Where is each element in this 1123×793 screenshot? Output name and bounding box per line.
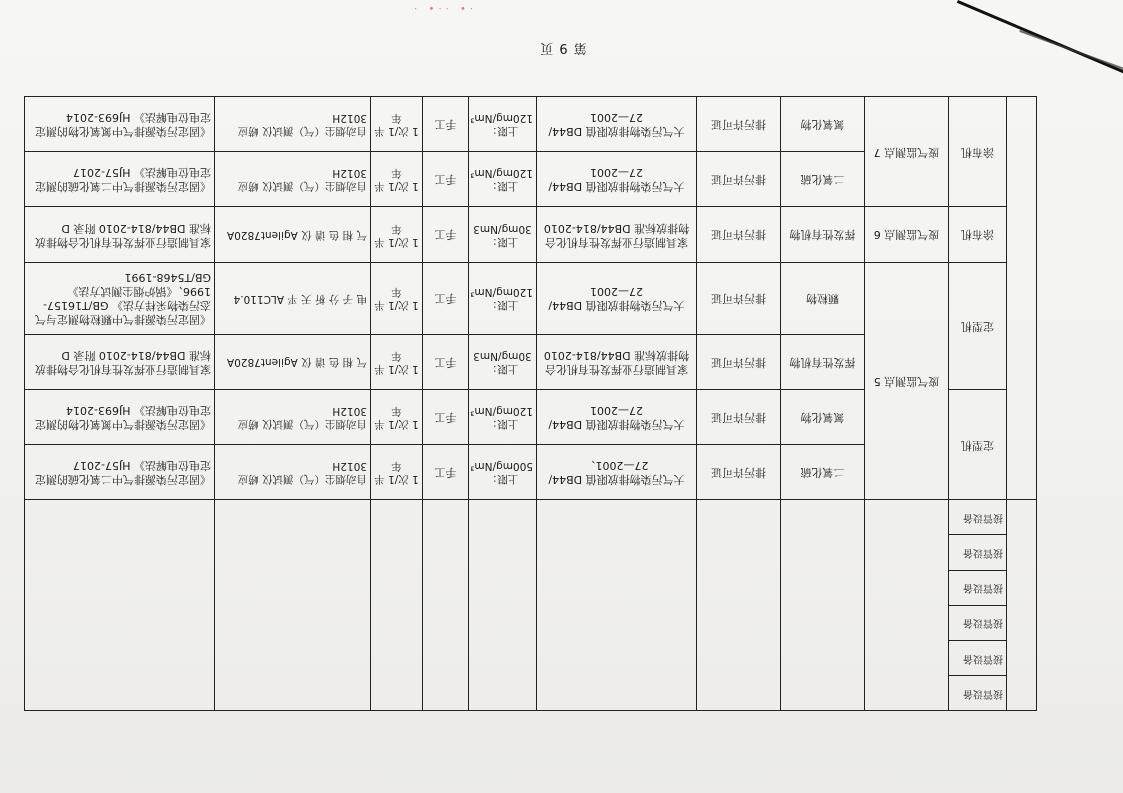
equipment-cell: 定型机	[949, 390, 1007, 500]
analysis-method-cell: 《固定污染源排气中氮氧化物的测定 定电位电解法》 HJ693-2014	[25, 97, 215, 152]
frequency-cell: 1 次/1 半年	[371, 262, 423, 334]
limit-cell: 上限：500mg/Nm³	[469, 445, 537, 500]
table-row	[25, 675, 1037, 710]
pollutant-cell: 挥发性有机物	[781, 207, 865, 262]
method-cell: 手工	[423, 390, 469, 445]
basis-cell: 排污许可证	[697, 97, 781, 152]
method-cell: 手工	[423, 262, 469, 334]
limit-cell: 上限：120mg/Nm³	[469, 390, 537, 445]
equipment-cell: 定型机	[949, 262, 1007, 389]
method-cell: 手工	[423, 207, 469, 262]
pollutant-cell: 氮氧化物	[781, 97, 865, 152]
analysis-method-cell: 《固定污染源排气中二氧化硫的测定 定电位电解法》 HJ57-2017	[25, 445, 215, 500]
blank-label-cell: 接管设备	[949, 570, 1007, 605]
standard-cell: 大气污染物排放限值 DB44/ 27—2001	[537, 152, 697, 207]
instrument-cell: 气 相 色 谱 仪 Agilent7820A	[215, 207, 371, 262]
frequency-cell: 1 次/1 半年	[371, 390, 423, 445]
basis-cell: 排污许可证	[697, 262, 781, 334]
limit-cell: 上限：30mg/Nm3	[469, 334, 537, 389]
frequency-cell: 1 次/1 半年	[371, 152, 423, 207]
pollutant-cell: 氮氧化物	[781, 390, 865, 445]
method-cell: 手工	[423, 445, 469, 500]
instrument-cell: 气 相 色 谱 仪 Agilent7820A	[215, 334, 371, 389]
pollutant-cell: 颗粒物	[781, 262, 865, 334]
blank-cell	[697, 500, 781, 711]
limit-cell: 上限：120mg/Nm³	[469, 97, 537, 152]
method-cell: 手工	[423, 334, 469, 389]
pollutant-cell: 二氧化硫	[781, 152, 865, 207]
limit-cell: 上限：30mg/Nm3	[469, 207, 537, 262]
table-row	[25, 152, 1037, 207]
basis-cell: 排污许可证	[697, 152, 781, 207]
method-cell: 手工	[423, 152, 469, 207]
blank-cell	[537, 500, 697, 711]
basis-cell: 排污许可证	[697, 445, 781, 500]
blank-label-cell: 接管设备	[949, 500, 1007, 535]
blank-cell	[215, 500, 371, 711]
monitoring-point-cell: 废气监测点 5	[865, 262, 949, 500]
standard-cell: 大气污染物排放限值 DB44/ 27—2001	[537, 390, 697, 445]
standard-cell: 大气污染物排放限值 DB44/ 27—2001	[537, 262, 697, 334]
frequency-cell: 1 次/1 半年	[371, 334, 423, 389]
pollutant-cell: 二氧化硫	[781, 445, 865, 500]
monitoring-table	[24, 96, 1037, 711]
monitoring-point-cell: 废气监测点 6	[865, 207, 949, 262]
standard-cell: 家具制造行业挥发性有机化合物排放标准 DB44/814-2010	[537, 334, 697, 389]
blank-cell	[781, 500, 865, 711]
basis-cell: 排污许可证	[697, 390, 781, 445]
instrument-cell: 自动烟尘（气）测试仪 崂应 3012H	[215, 152, 371, 207]
frequency-cell: 1 次/1 半年	[371, 207, 423, 262]
analysis-method-cell: 《固定污染源排气中二氧化硫的测定 定电位电解法》 HJ57-2017	[25, 152, 215, 207]
equipment-cell: 涂布机	[949, 97, 1007, 207]
blank-label-cell: 接管设备	[949, 640, 1007, 675]
frequency-cell: 1 次/1 半年	[371, 445, 423, 500]
frequency-cell: 1 次/1 半年	[371, 97, 423, 152]
blank-cell	[1007, 97, 1037, 500]
instrument-cell: 自动烟尘（气）测试仪 崂应 3012H	[215, 390, 371, 445]
analysis-method-cell: 家具制造行业挥发性有机化合物排放标准 DB44/814-2010 附录 D	[25, 207, 215, 262]
limit-cell: 上限：120mg/Nm³	[469, 152, 537, 207]
blank-cell	[25, 500, 215, 711]
blank-label-cell: 接管设备	[949, 605, 1007, 640]
blank-label-cell: 接管设备	[949, 535, 1007, 570]
basis-cell: 排污许可证	[697, 334, 781, 389]
table-row	[25, 207, 1037, 262]
standard-cell: 家具制造行业挥发性有机化合物排放标准 DB44/814-2010	[537, 207, 697, 262]
blank-cell	[1007, 500, 1037, 711]
blank-cell	[865, 500, 949, 711]
instrument-cell: 自动烟尘（气）测试仪 崂应 3012H	[215, 97, 371, 152]
standard-cell: 大气污染物排放限值 DB44/ 27—2001	[537, 97, 697, 152]
blank-cell	[371, 500, 423, 711]
analysis-method-cell: 《固定污染源排气中颗粒物测定与气态污染物采样方法》 GB/T16157-1996、《锅炉烟尘测试方法》GB/T5468-1991	[25, 262, 215, 334]
limit-cell: 上限：120mg/Nm³	[469, 262, 537, 334]
equipment-cell: 涂布机	[949, 207, 1007, 262]
table-row	[25, 445, 1037, 500]
basis-cell: 排污许可证	[697, 207, 781, 262]
analysis-method-cell: 《固定污染源排气中氮氧化物的测定 定电位电解法》 HJ693-2014	[25, 390, 215, 445]
pollutant-cell: 挥发性有机物	[781, 334, 865, 389]
page-number: 第 9 页	[539, 40, 587, 55]
instrument-cell: 自动烟尘（气）测试仪 崂应 3012H	[215, 445, 371, 500]
red-stamp-fragment: ·• ··• ·	[410, 2, 473, 13]
blank-label-cell: 接管设备	[949, 675, 1007, 710]
analysis-method-cell: 家具制造行业挥发性有机化合物排放标准 DB44/814-2010 附录 D	[25, 334, 215, 389]
blank-cell	[469, 500, 537, 711]
standard-cell: 大气污染物排放限值 DB44/ 27—2001、	[537, 445, 697, 500]
method-cell: 手工	[423, 97, 469, 152]
instrument-cell: 电 子 分 析 天 平 ALC110.4	[215, 262, 371, 334]
blank-cell	[423, 500, 469, 711]
monitoring-point-cell: 废气监测点 7	[865, 97, 949, 207]
